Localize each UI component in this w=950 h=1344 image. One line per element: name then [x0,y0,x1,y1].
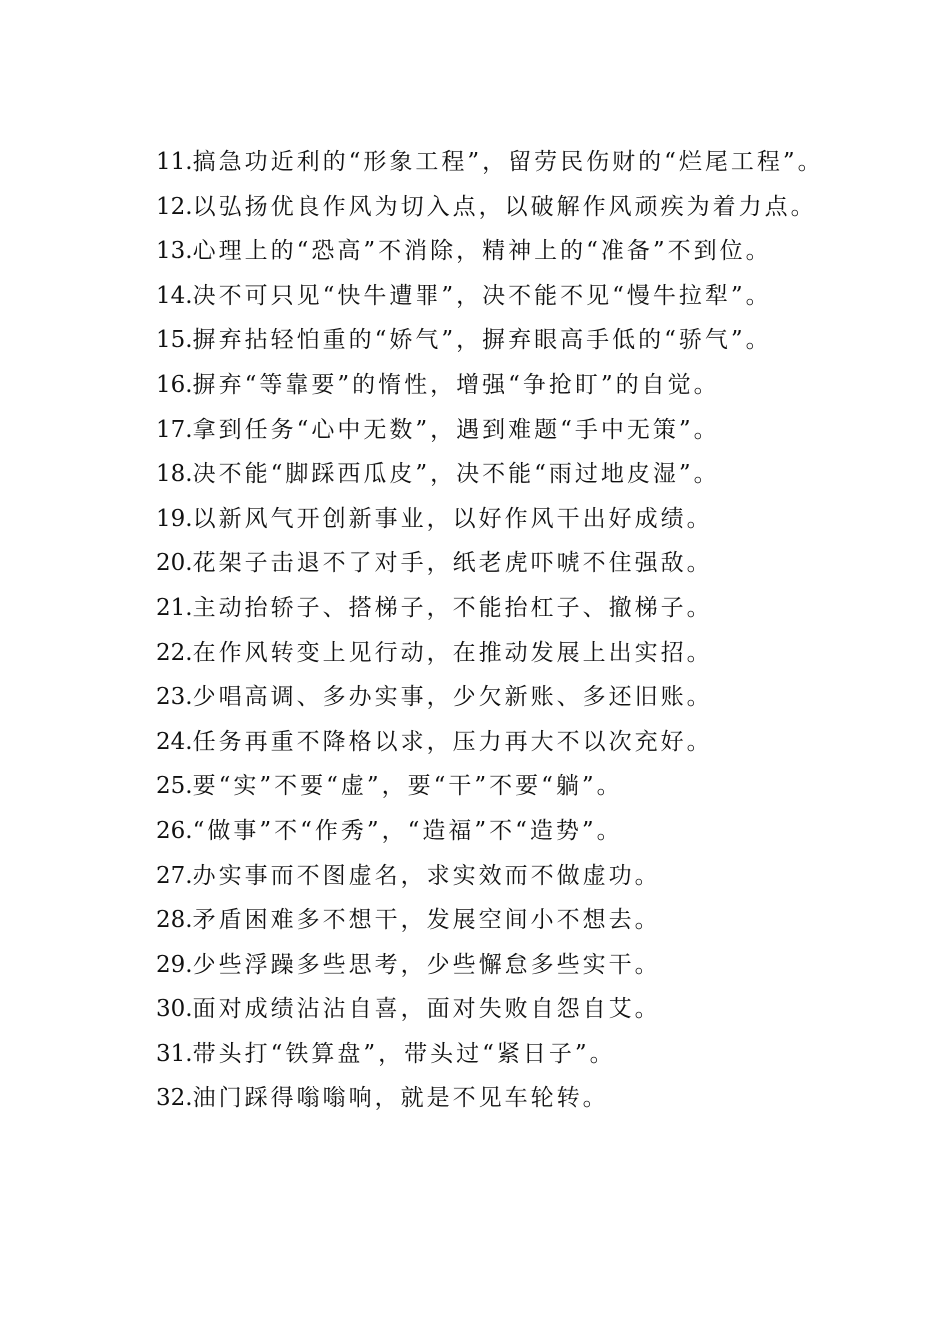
item-text: 少唱高调、多办实事，少欠新账、多还旧账。 [192,684,713,711]
list-item [120,1032,830,1077]
item-text: 摒弃拈轻怕重的“娇气”，摒弃眼高手低的“骄气”。 [192,327,772,354]
item-text: 少些浮躁多些思考，少些懈怠多些实干。 [192,951,661,978]
item-number: 19. [156,505,193,532]
list-item [120,943,830,988]
item-text: 主动抬轿子、搭梯子，不能抬杠子、撤梯子。 [192,594,713,621]
item-text: 以弘扬优良作风为切入点，以破解作风顽疾为着力点。 [192,193,817,220]
item-text: 油门踩得嗡嗡响，就是不见车轮转。 [192,1085,609,1112]
item-number: 23. [156,684,193,711]
item-number: 15. [156,327,193,354]
item-number: 16. [156,371,193,398]
item-number: 25. [156,773,193,800]
item-text: 要“实”不要“虚”，要“干”不要“躺”。 [192,773,623,800]
item-text: 拿到任务“心中无数”，遇到难题“手中无策”。 [192,416,720,443]
list-item [120,720,830,765]
list-item [120,185,830,230]
item-number: 29. [156,951,193,978]
item-text: 办实事而不图虚名，求实效而不做虚功。 [192,862,661,889]
item-number: 27. [156,862,193,889]
list-item [120,854,830,899]
item-text: 面对成绩沾沾自喜，面对失败自怨自艾。 [192,996,661,1023]
item-number: 18. [156,461,193,488]
item-number: 21. [156,594,193,621]
list-item [120,229,830,274]
item-text: 矛盾困难多不想干，发展空间小不想去。 [192,907,661,934]
item-number: 26. [156,817,193,844]
list-item [120,452,830,497]
list-item [120,809,830,854]
list-item [120,586,830,631]
item-number: 20. [156,550,193,577]
item-text: 在作风转变上见行动，在推动发展上出实招。 [192,639,713,666]
list-item [120,987,830,1032]
item-number: 13. [156,238,193,265]
numbered-list [120,140,830,1121]
list-item [120,1076,830,1121]
item-text: “做事”不“作秀”，“造福”不“造势”。 [192,817,623,844]
item-text: 决不可只见“快牛遭罪”，决不能不见“慢牛拉犁”。 [192,282,772,309]
item-text: 心理上的“恐高”不消除，精神上的“准备”不到位。 [192,238,772,265]
item-text: 摒弃“等靠要”的惰性，增强“争抢盯”的自觉。 [192,371,720,398]
item-number: 22. [156,639,193,666]
item-number: 17. [156,416,193,443]
item-text: 以新风气开创新事业，以好作风干出好成绩。 [192,505,713,532]
item-number: 31. [156,1040,193,1067]
item-number: 14. [156,282,193,309]
list-item [120,497,830,542]
item-text: 搞急功近利的“形象工程”，留劳民伤财的“烂尾工程”。 [192,149,824,175]
item-number: 32. [156,1085,193,1112]
item-text: 花架子击退不了对手，纸老虎吓唬不住强敌。 [192,550,713,577]
item-number: 24. [156,728,193,755]
list-item [120,764,830,809]
item-text: 任务再重不降格以求，压力再大不以次充好。 [192,728,713,755]
list-item [120,318,830,363]
list-item [120,363,830,408]
list-item [120,898,830,943]
list-item [120,408,830,453]
list-item [120,541,830,586]
list-item [120,675,830,720]
item-text: 决不能“脚踩西瓜皮”，决不能“雨过地皮湿”。 [192,461,720,488]
item-number: 12. [156,193,193,220]
item-number: 28. [156,907,193,934]
list-item [120,274,830,319]
item-number: 30. [156,996,193,1023]
item-number: 11. [156,149,193,175]
item-text: 带头打“铁算盘”，带头过“紧日子”。 [192,1040,616,1067]
list-item [120,631,830,676]
list-item [120,140,830,185]
